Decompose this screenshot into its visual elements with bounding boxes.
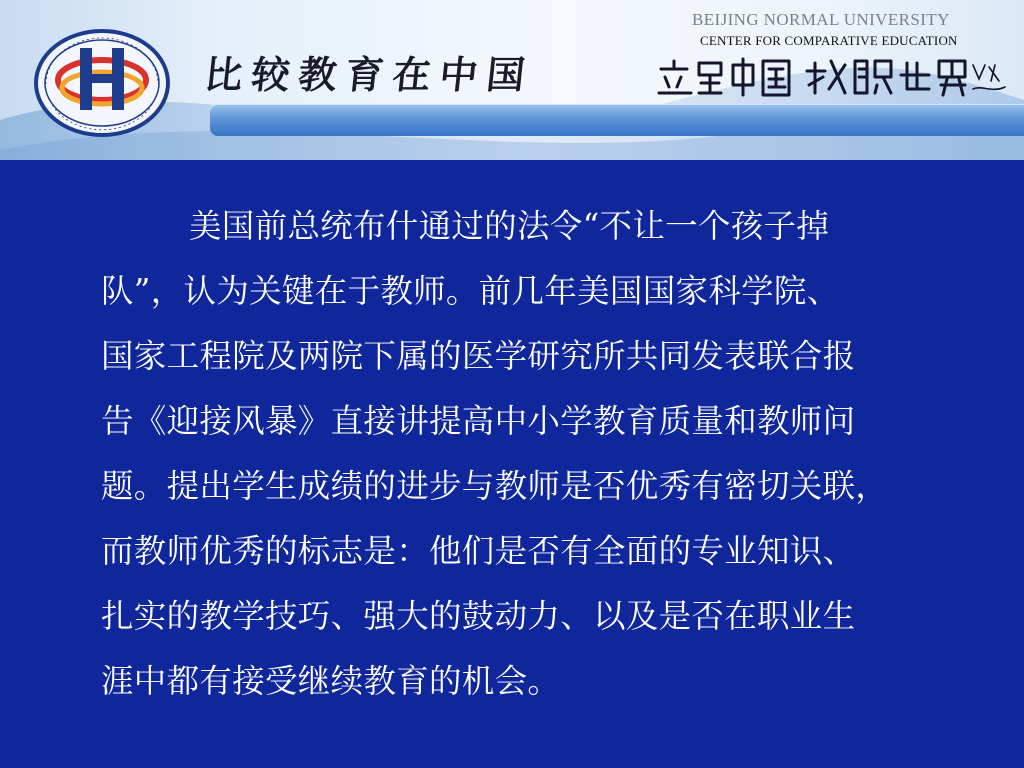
slogan-calligraphy [655,55,1015,101]
center-name: CENTER FOR COMPARATIVE EDUCATION [700,33,958,48]
paragraph-line: 题。提出学生成绩的进步与教师是否优秀有密切关联， [101,467,889,505]
paragraph-line: 队”，认为关键在于教师。前几年美国国家科学院、 [101,272,840,310]
body-paragraph [101,194,981,714]
paragraph-line: 告《迎接风暴》直接讲提高中小学教育质量和教师问 [101,402,856,440]
slide-header [0,0,1024,160]
paragraph-line: 扎实的教学技巧、强大的鼓动力、以及是否在职业生 [101,597,856,635]
title-bar [210,104,1024,136]
university-name: BEIJING NORMAL UNIVERSITY [692,10,950,29]
paragraph-line: 美国前总统布什通过的法令“不让一个孩子掉 [189,207,830,245]
paragraph-line: 国家工程院及两院下属的医学研究所共同发表联合报 [101,337,856,375]
paragraph-line: 而教师优秀的标志是：他们是否有全面的专业知识、 [101,532,856,570]
paragraph-line: 涯中都有接受继续教育的机会。 [101,662,561,700]
institute-logo [22,22,182,144]
brand-title: 比较教育在中国 [202,52,537,97]
